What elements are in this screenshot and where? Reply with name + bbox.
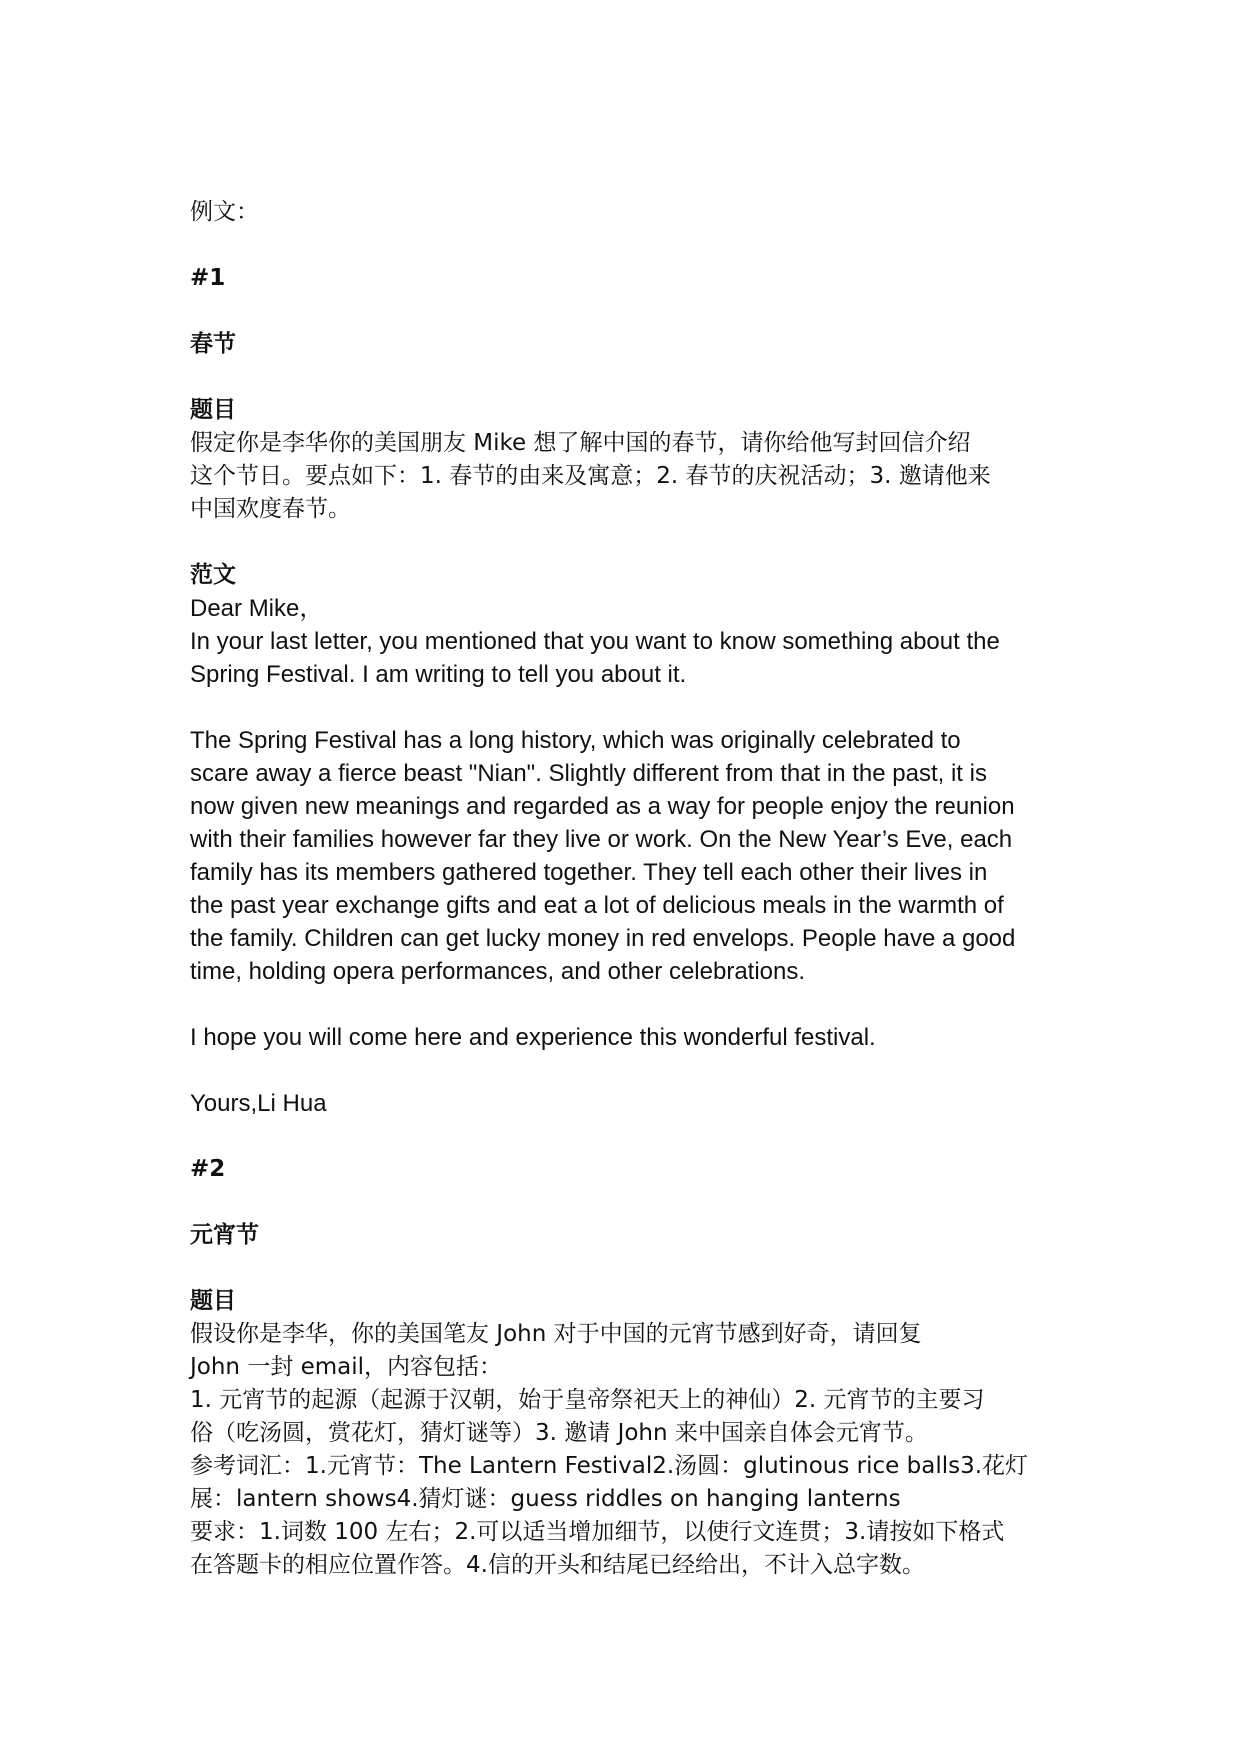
letter-line: time, holding opera performances, and other celebrations. [190, 958, 806, 985]
intro-label: 例文： [190, 199, 259, 225]
letter-line: I hope you will come here and experience this wonderful festival. [190, 1024, 876, 1051]
prompt-line: 假设你是李华，你的美国笔友 John 对于中国的元宵节感到好奇，请回复 [190, 1321, 922, 1347]
festival-title: 元宵节 [190, 1222, 259, 1248]
letter-line: the past year exchange gifts and eat a lot of delicious meals in the warmth of [190, 892, 1004, 919]
document-page [190, 196, 1070, 1582]
letter-line: family has its members gathered together. They tell each other their lives in [190, 859, 988, 886]
letter-line: now given new meanings and regarded as a way for people enjoy the reunion [190, 793, 1015, 820]
section-number: #2 [190, 1156, 226, 1182]
prompt-line: 要求：1.词数 100 左右；2.可以适当增加细节，以使行文连贯；3.请按如下格式 [190, 1519, 1005, 1545]
prompt-heading: 题目 [190, 1288, 236, 1314]
prompt-line: 俗（吃汤圆，赏花灯，猜灯谜等）3. 邀请 John 来中国亲自体会元宵节。 [190, 1420, 928, 1446]
prompt-line: John 一封 email，内容包括： [190, 1354, 503, 1380]
prompt-line: 中国欢度春节。 [190, 496, 351, 522]
letter-line: with their families however far they live or work. On the New Year’s Eve, each [190, 826, 1013, 853]
prompt-line: 参考词汇：1.元宵节：The Lantern Festival2.汤圆：glutinous rice balls3.花灯 [190, 1453, 1029, 1479]
letter-line: In your last letter, you mentioned that you want to know something about the [190, 628, 1000, 655]
prompt-line: 展：lantern shows4.猜灯谜：guess riddles on hanging lanterns [190, 1486, 901, 1512]
letter-closing: Yours,Li Hua [190, 1090, 327, 1117]
prompt-line: 假定你是李华你的美国朋友 Mike 想了解中国的春节，请你给他写封回信介绍 [190, 430, 971, 456]
letter-line: scare away a fierce beast "Nian". Slightly different from that in the past, it is [190, 760, 987, 787]
prompt-heading: 题目 [190, 397, 236, 423]
letter-line: the family. Children can get lucky money in red envelops. People have a good [190, 925, 1016, 952]
festival-title: 春节 [190, 331, 236, 357]
letter-greeting: Dear Mike， [190, 595, 324, 622]
sample-heading: 范文 [190, 562, 236, 588]
letter-line: The Spring Festival has a long history, which was originally celebrated to [190, 727, 961, 754]
prompt-line: 这个节日。要点如下：1. 春节的由来及寓意；2. 春节的庆祝活动；3. 邀请他来 [190, 463, 991, 489]
section-number: #1 [190, 265, 226, 291]
prompt-line: 1. 元宵节的起源（起源于汉朝，始于皇帝祭祀天上的神仙）2. 元宵节的主要习 [190, 1387, 985, 1413]
letter-line: Spring Festival. I am writing to tell you about it. [190, 661, 687, 688]
prompt-line: 在答题卡的相应位置作答。4.信的开头和结尾已经给出，不计入总字数。 [190, 1552, 925, 1578]
